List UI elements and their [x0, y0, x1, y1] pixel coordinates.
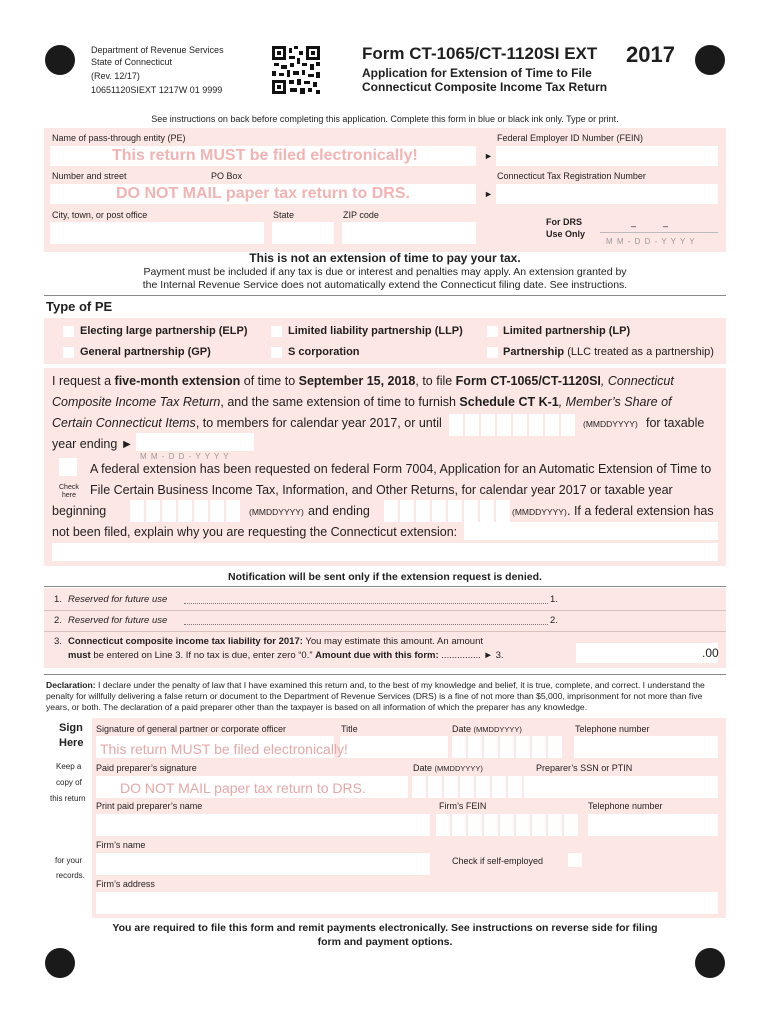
- declaration-text: Declaration: I declare under the penalty of law that I have examined this return and, to the best of my knowledge and belief, it is true, complete, and correct. I understand the penalty for willfully delivering a false return or document to the Department of Revenue Services (DRS) is a fine of not more than $5,000, imprisonment for not more than five years, or both. The declaration of a paid preparer other than the taxpayer is based on all information of which the preparer has any knowledge.: [46, 680, 705, 712]
- gp-checkbox[interactable]: [63, 347, 74, 358]
- title-label: Title: [341, 724, 358, 734]
- officer-telephone-field[interactable]: [574, 736, 718, 758]
- gp-label: General partnership (GP): [80, 346, 211, 358]
- title-field[interactable]: [340, 736, 448, 758]
- firm-address-label: Firm’s address: [96, 879, 155, 889]
- arrow-icon: ►: [484, 189, 493, 199]
- department-name: Department of Revenue Services: [91, 45, 224, 55]
- firm-address-field[interactable]: [96, 892, 718, 914]
- do-not-mail-watermark: DO NOT MAIL paper tax return to DRS.: [120, 780, 366, 796]
- zip-field[interactable]: [342, 222, 476, 244]
- elp-label: Electing large partnership (ELP): [80, 325, 248, 337]
- for-taxable-text: for taxable: [646, 416, 705, 430]
- registration-mark: [45, 948, 75, 978]
- state-field[interactable]: [272, 222, 334, 244]
- preparer-signature-label: Paid preparer’s signature: [96, 763, 197, 773]
- po-box-label: PO Box: [211, 171, 243, 181]
- payment-notice-heading: This is not an extension of time to pay your tax.: [249, 251, 521, 265]
- form-code: 10651120SIEXT 1217W 01 9999: [91, 85, 223, 95]
- officer-signature-label: Signature of general partner or corporate officer: [96, 724, 286, 734]
- explain-field-1[interactable]: [464, 522, 718, 540]
- preparer-telephone-field[interactable]: [588, 814, 718, 836]
- line-3-number: 3.: [54, 636, 62, 647]
- divider: [44, 295, 726, 296]
- payment-notice-line: the Internal Revenue Service does not automatically extend the Connecticut filing date. See instructions.: [142, 279, 628, 291]
- llc-note: (LLC treated as a partnership): [567, 346, 714, 358]
- form-subtitle-1: Application for Extension of Time to File: [362, 66, 592, 80]
- date-separator: –: [631, 221, 637, 231]
- explain-field-2[interactable]: [52, 543, 718, 561]
- drs-use-label: For DRS: [546, 217, 582, 227]
- form-year: 2017: [626, 42, 675, 67]
- federal-extension-text: A federal extension has been requested on federal Form 7004, Application for an Automatic Extension of Time to: [90, 462, 712, 476]
- date-separator: –: [663, 221, 669, 231]
- divider: [600, 232, 718, 233]
- preparer-telephone-label: Telephone number: [588, 801, 663, 811]
- line-2-label: Reserved for future use: [68, 615, 168, 626]
- firm-name-field[interactable]: [96, 853, 430, 875]
- divider: [44, 674, 726, 675]
- revision-date: (Rev. 12/17): [91, 71, 140, 81]
- partnership-checkbox[interactable]: [487, 347, 498, 358]
- line-2-number: 2.: [54, 615, 62, 626]
- explain-label: not been filed, explain why you are requesting the Connecticut extension:: [52, 525, 458, 539]
- line-1-number: 1.: [54, 594, 62, 605]
- partnership-label: [503, 346, 714, 358]
- keep-copy-note: records.: [56, 871, 85, 880]
- line-3-label: Connecticut composite income tax liability for 2017: You may estimate this amount. An amount: [68, 636, 483, 647]
- ct-registration-label: Connecticut Tax Registration Number: [497, 171, 646, 181]
- federal-extension-checkbox[interactable]: [59, 458, 77, 476]
- request-paragraph-line-1: I request a five-month extension of time to September 15, 2018, to file Form CT-1065/CT-1120SI, Connecticut: [52, 374, 674, 388]
- preparer-date-field[interactable]: [412, 776, 538, 798]
- registration-mark: [695, 45, 725, 75]
- state-name: State of Connecticut: [91, 57, 173, 67]
- firm-fein-label: Firm’s FEIN: [439, 801, 487, 811]
- drs-use-label: Use Only: [546, 229, 586, 239]
- electronic-filing-watermark: This return MUST be filed electronically!: [100, 741, 348, 757]
- here-label: Here: [59, 737, 84, 749]
- city-label: City, town, or post office: [52, 210, 148, 220]
- date-format-hint: M M - D D - Y Y Y Y: [606, 237, 696, 246]
- divider: [44, 631, 726, 632]
- lp-label: Limited partnership (LP): [503, 325, 631, 337]
- and-ending-label: and ending: [308, 504, 370, 518]
- calendar-date-field[interactable]: [449, 414, 575, 436]
- year-ending-label: year ending ►: [52, 437, 134, 451]
- federal-extension-text: File Certain Business Income Tax, Information, and Other Returns, for calendar year 2017 or taxable year: [90, 483, 673, 497]
- qr-code: [272, 46, 320, 94]
- registration-mark: [695, 948, 725, 978]
- telephone-label: Telephone number: [575, 724, 650, 734]
- mmddyyyy-hint: (MMDDYYYY): [583, 419, 638, 429]
- fein-field[interactable]: [496, 146, 718, 166]
- keep-copy-note: Keep a: [56, 762, 82, 771]
- payment-notice-line: Payment must be included if any tax is due or interest and penalties may apply. An extension granted by: [143, 266, 627, 278]
- federal-extension-text: . If a federal extension has: [567, 504, 714, 518]
- preparer-name-field[interactable]: [96, 814, 430, 836]
- llp-label: Limited liability partnership (LLP): [288, 325, 463, 337]
- preparer-name-label: Print paid preparer’s name: [96, 801, 203, 811]
- firm-name-label: Firm’s name: [96, 840, 146, 850]
- request-paragraph-line-3: Certain Connecticut Items, to members for calendar year 2017, or until: [52, 416, 442, 430]
- divider: [44, 610, 726, 611]
- fein-label: Federal Employer ID Number (FEIN): [497, 133, 644, 143]
- ct-registration-field[interactable]: [496, 184, 718, 204]
- check-here-label: Check: [59, 484, 79, 491]
- zip-label: ZIP code: [343, 210, 379, 220]
- form-title: Form CT-1065/CT-1120SI EXT: [362, 44, 598, 63]
- mmddyyyy-hint: (MMDDYYYY): [249, 507, 304, 517]
- footer-note: You are required to file this form and remit payments electronically. See instructions on reverse side for filing: [112, 922, 658, 934]
- leader-dots: [184, 603, 548, 604]
- line-2-end-number: 2.: [550, 615, 558, 626]
- date-label: Date (MMDDYYYY): [452, 724, 522, 734]
- request-paragraph-line-2: Composite Income Tax Return, and the same extension of time to furnish Schedule CT K-1, Member’s Share of: [52, 395, 672, 409]
- preparer-date-label: Date (MMDDYYYY): [413, 763, 483, 773]
- form-subtitle-2: Connecticut Composite Income Tax Return: [362, 80, 608, 94]
- electronic-filing-watermark: This return MUST be filed electronically!: [112, 147, 418, 164]
- check-here-label: here: [62, 492, 77, 499]
- date-format-hint: M M - D D - Y Y Y Y: [140, 452, 230, 461]
- llp-checkbox[interactable]: [271, 326, 282, 337]
- footer-note: form and payment options.: [317, 936, 453, 948]
- beginning-label: beginning: [52, 504, 107, 518]
- ssn-ptin-label: Preparer’s SSN or PTIN: [536, 763, 633, 773]
- street-label: Number and street: [52, 171, 127, 181]
- s-corp-checkbox[interactable]: [271, 347, 282, 358]
- keep-copy-note: copy of: [56, 778, 82, 787]
- lp-checkbox[interactable]: [487, 326, 498, 337]
- state-label: State: [273, 210, 295, 220]
- amount-due-field[interactable]: [576, 643, 718, 663]
- divider: [44, 586, 726, 587]
- line-1-end-number: 1.: [550, 594, 558, 605]
- keep-copy-note: this return: [50, 794, 86, 803]
- registration-mark: [45, 45, 75, 75]
- elp-checkbox[interactable]: [63, 326, 74, 337]
- mmddyyyy-hint: (MMDDYYYY): [512, 507, 567, 517]
- ssn-ptin-field[interactable]: [536, 776, 718, 798]
- arrow-icon: ►: [484, 151, 493, 161]
- self-employed-checkbox[interactable]: [568, 853, 582, 867]
- keep-copy-note: for your: [55, 856, 83, 865]
- entity-name-label: Name of pass-through entity (PE): [52, 133, 186, 143]
- line-3-label: must be entered on Line 3. If no tax is due, enter zero “0.” Amount due with this form: ............... ► 3.: [68, 650, 504, 661]
- ending-date-field[interactable]: [384, 500, 510, 522]
- firm-fein-field[interactable]: [436, 814, 578, 836]
- leader-dots: [184, 624, 548, 625]
- sign-label: Sign: [59, 722, 83, 734]
- year-ending-field[interactable]: [136, 433, 254, 451]
- self-employed-label: Check if self-employed: [452, 856, 544, 866]
- city-field[interactable]: [50, 222, 264, 244]
- cents-label: .00: [702, 646, 719, 660]
- s-corp-label: S corporation: [288, 346, 360, 358]
- officer-date-field[interactable]: [452, 736, 562, 758]
- partnership-label-bold: Partnership: [503, 346, 565, 358]
- form-instructions: See instructions on back before completing this application. Complete this form in blue or black ink only. Type or print.: [151, 114, 619, 124]
- do-not-mail-watermark: DO NOT MAIL paper tax return to DRS.: [116, 185, 410, 202]
- beginning-date-field[interactable]: [130, 500, 240, 522]
- notification-note: Notification will be sent only if the extension request is denied.: [228, 571, 542, 583]
- type-of-pe-heading: Type of PE: [46, 299, 113, 314]
- line-1-label: Reserved for future use: [68, 594, 168, 605]
